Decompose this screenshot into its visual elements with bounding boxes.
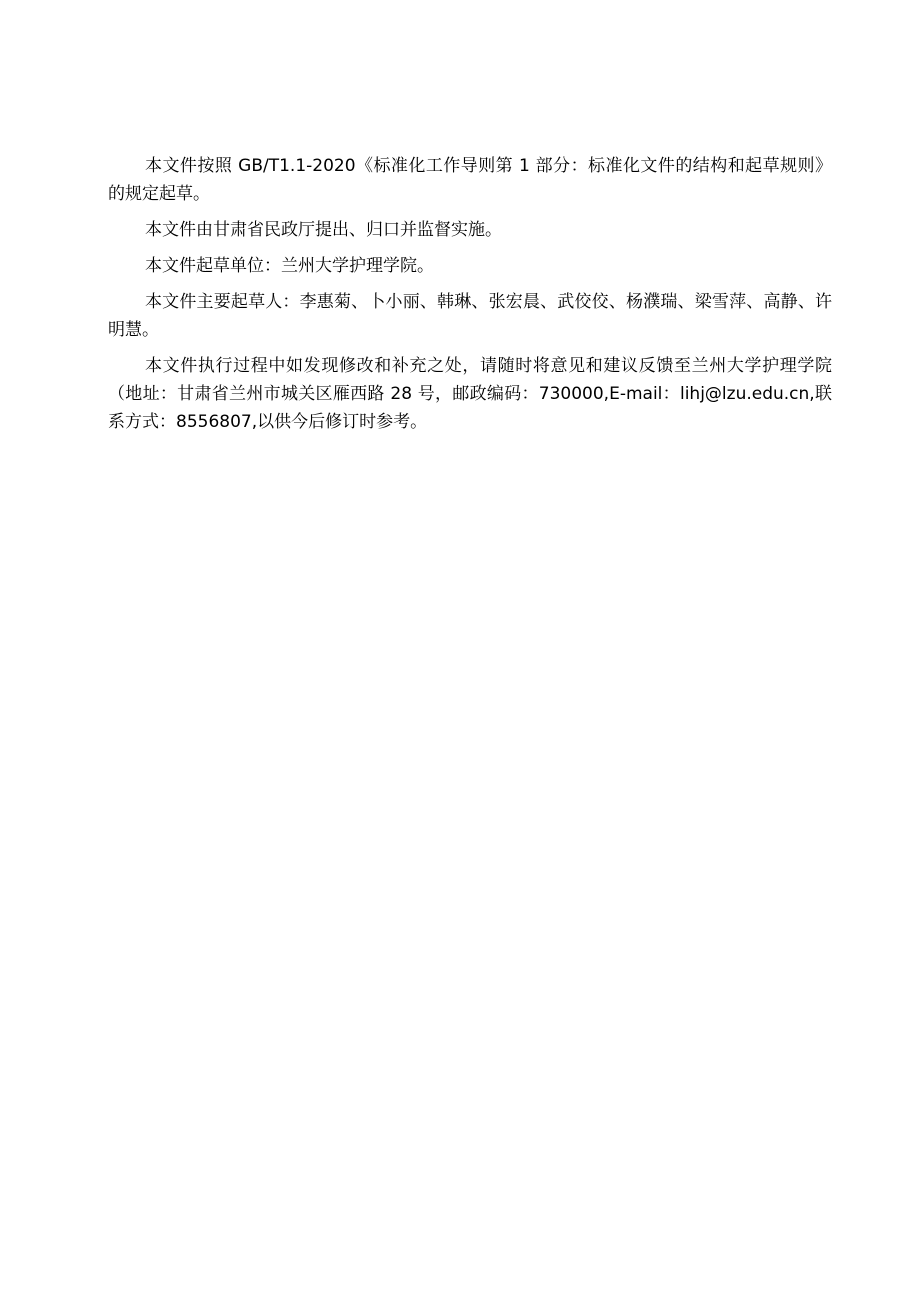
paragraph-drafting-rules: 本文件按照 GB/T1.1-2020《标准化工作导则第 1 部分：标准化文件的结构和起草规则》的规定起草。 [108, 156, 832, 204]
paragraph-drafting-unit: 本文件起草单位：兰州大学护理学院。 [145, 256, 434, 276]
paragraph-feedback-contact: 本文件执行过程中如发现修改和补充之处，请随时将意见和建议反馈至兰州大学护理学院（地址：甘肃省兰州市城关区雁西路 28 号，邮政编码：730000,E-mail：lihj@lzu.edu.cn,联系方式：8556807,以供今后修订时参考。 [108, 356, 832, 432]
paragraph-proposer: 本文件由甘肃省民政厅提出、归口并监督实施。 [145, 220, 502, 240]
paragraph-drafters: 本文件主要起草人：李惠菊、卜小丽、韩琳、张宏晨、武佼佼、杨濮瑞、梁雪萍、高静、许明慧。 [108, 292, 832, 340]
foreword-section [108, 152, 832, 444]
